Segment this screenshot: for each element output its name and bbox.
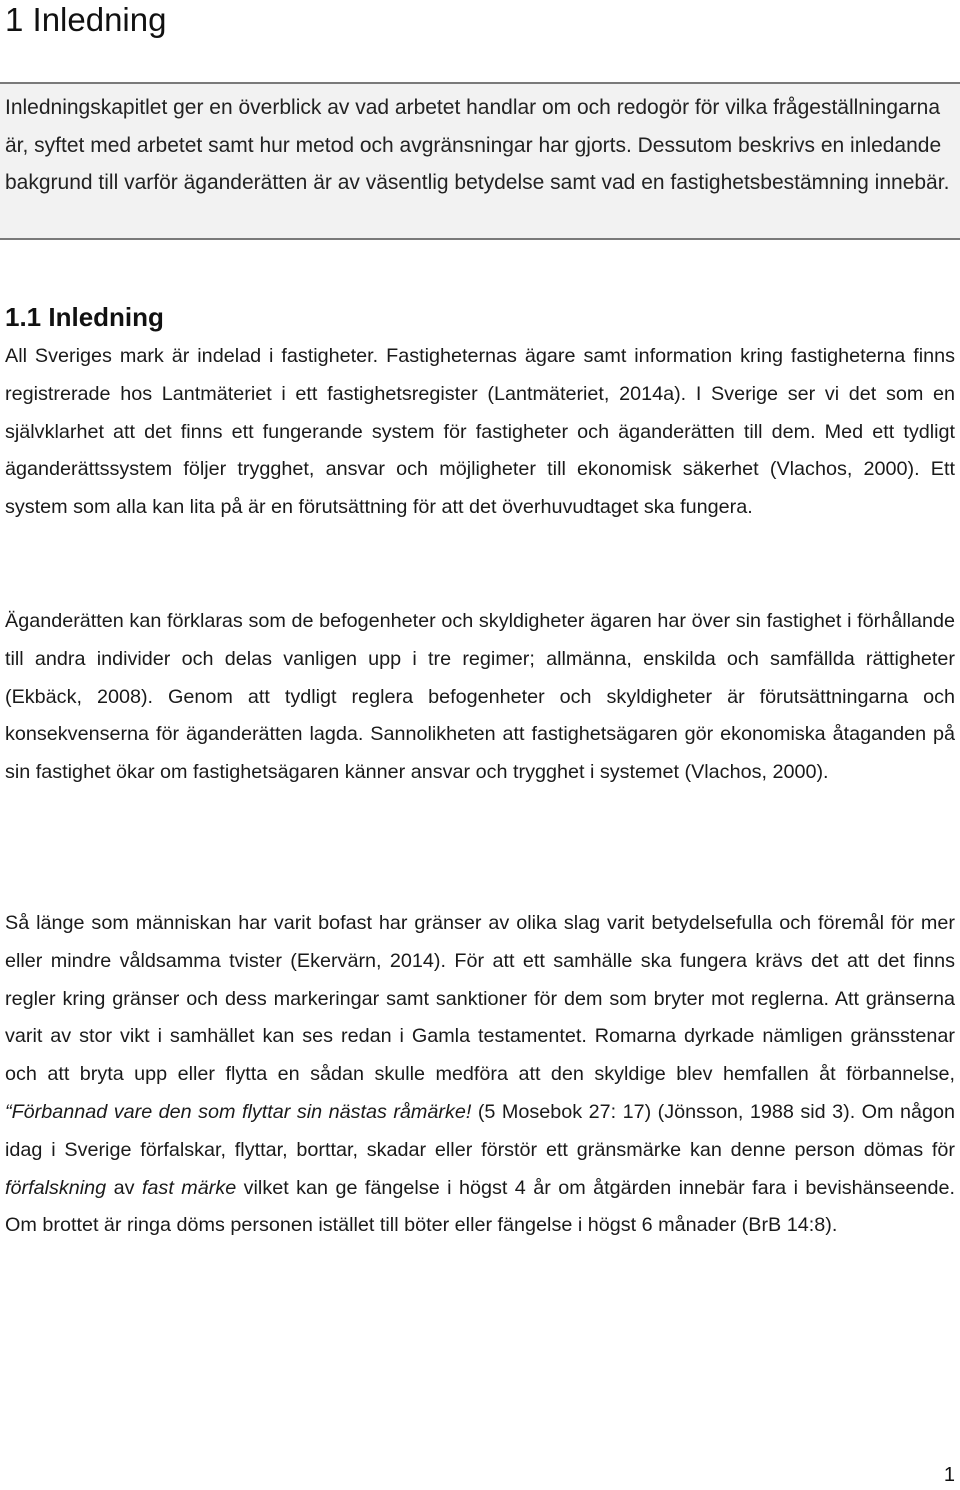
legal-term-fast-marke: fast märke xyxy=(141,1176,237,1199)
body-paragraph-3 xyxy=(5,905,955,1245)
paragraph-3-text-d: vilket kan ge fängelse i högst 4 år om åtgärden innebär fara i bevishänseende. Om brottet är ringa döms personen istället till böter eller fängelse i högst 6 månader (BrB 14:8). xyxy=(5,1176,956,1237)
body-paragraph-1: All Sveriges mark är indelad i fastigheter. Fastigheternas ägare samt information kring fastigheterna finns registrerade hos Lantmäteriet i ett fastighetsregister (Lantmäteriet, 2014a). I Sverige ser vi det som en självklarhet att det finns ett fungerande system för fastigheter och äganderätten till dem. Med ett tydligt äganderättssystem följer trygghet, ansvar och möjligheter till ekonomisk säkerhet (Vlachos, 2000). Ett system som alla kan lita på är en förutsättning för att det överhuvudtaget ska fungera. xyxy=(5,345,955,519)
paragraph-3-text-b: (5 Mosebok 27: 17) (Jönsson, 1988 sid 3). Om någon idag i Sverige förfalskar, flyttar, borttar, skadar eller förstör ett gränsmärke kan denne person dömas för xyxy=(5,1100,955,1161)
chapter-intro-box xyxy=(0,82,960,240)
chapter-title: 1 Inledning xyxy=(5,1,167,38)
legal-term-forfalskning: förfalskning xyxy=(5,1176,107,1199)
paragraph-3-text-c: av xyxy=(106,1176,142,1199)
bible-quote: “Förbannad vare den som flyttar sin nästas råmärke! xyxy=(5,1100,472,1123)
page-number: 1 xyxy=(943,1464,955,1486)
body-paragraph-2: Äganderätten kan förklaras som de befogenheter och skyldigheter ägaren har över sin fastighet i förhållande till andra individer och delas vanligen upp i tre regimer; allmänna, enskilda och samfällda rättigheter (Ekbäck, 2008). Genom att tydligt reglera befogenheter och skyldigheter är förutsättningarna och konsekvenserna för äganderätten lagda. Sannolikheten att fastighetsägaren gör ekonomiska åtaganden på sin fastighet ökar om fastighetsägaren känner ansvar och trygghet i systemet (Vlachos, 2000). xyxy=(5,610,955,784)
section-title: 1.1 Inledning xyxy=(5,302,164,332)
chapter-intro-text: Inledningskapitlet ger en överblick av vad arbetet handlar om och redogör för vilka frågeställningarna är, syftet med arbetet samt hur metod och avgränsningar har gjorts. Dessutom beskrivs en inledande bakgrund till varför äganderätten är av väsentlig betydelse samt vad en fastighetsbestämning innebär. xyxy=(5,96,950,194)
paragraph-3-text-a: Så länge som människan har varit bofast har gränser av olika slag varit betydelsefulla och föremål för mer eller mindre våldsamma tvister (Ekervärn, 2014). För att ett samhälle ska fungera krävs det att det finns regler kring gränser och dess markeringar samt sanktioner för dem som bryter mot reglerna. Att gränserna varit av stor vikt i samhället kan ses redan i Gamla testamentet. Romarna dyrkade nämligen gränsstenar och att bryta upp eller flytta en sådan skulle medföra att den skyldige blev hemfallen åt förbannelse, xyxy=(5,912,955,1086)
